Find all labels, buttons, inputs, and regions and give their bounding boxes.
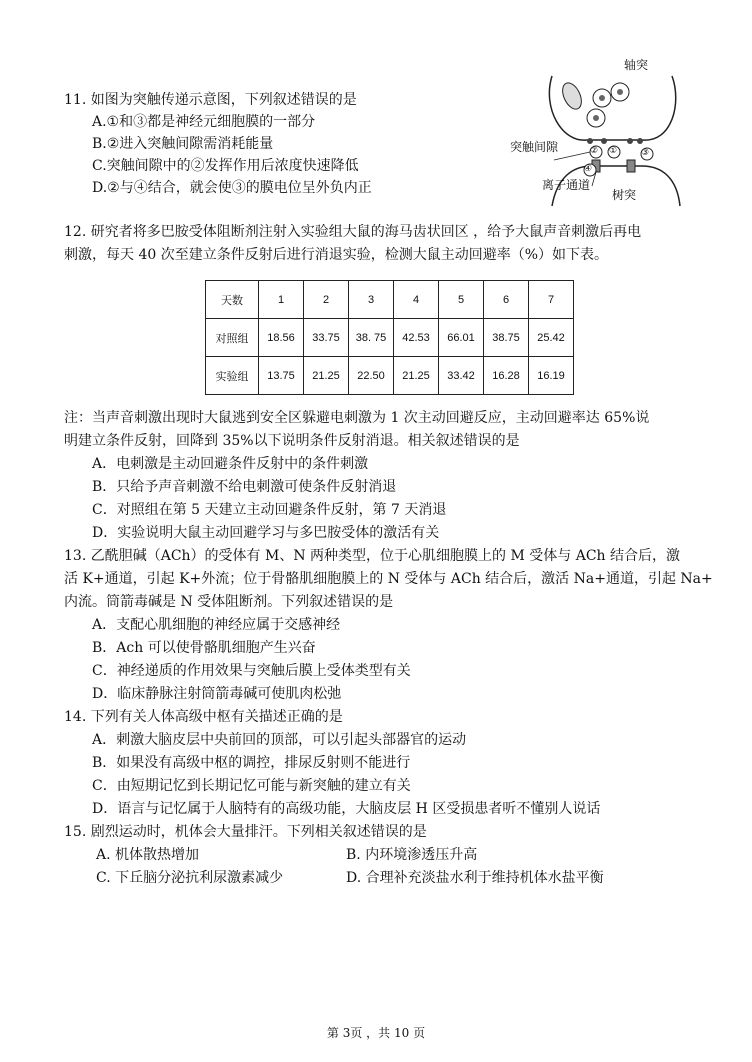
- table-cell: 天数: [206, 281, 259, 319]
- label-num-1: ①: [609, 145, 618, 155]
- q11-option-c: C.突触间隙中的②发挥作用后浓度快速降低: [92, 158, 359, 174]
- table-cell: 7: [529, 281, 574, 319]
- q15-option-a: A. 机体散热增加: [96, 847, 200, 863]
- label-ion-channel: 离子通道: [542, 178, 591, 192]
- table-cell: 21.25: [394, 357, 439, 395]
- avoidance-rate-table: [205, 280, 574, 395]
- q15-option-c: C. 下丘脑分泌抗利尿激素减少: [96, 870, 284, 886]
- q11-option-b: B.②进入突触间隙需消耗能量: [92, 136, 274, 152]
- q11-option-a: A.①和③都是神经元细胞膜的一部分: [92, 114, 316, 130]
- q13-option-c: C．神经递质的作用效果与突触后膜上受体类型有关: [92, 663, 411, 679]
- synapse-diagram: [510, 48, 692, 208]
- label-axon: 轴突: [624, 58, 649, 72]
- q12-option-d: D．实验说明大鼠主动回避学习与多巴胺受体的激活有关: [92, 525, 440, 541]
- table-cell: 1: [259, 281, 304, 319]
- label-dendrite: 树突: [612, 188, 637, 202]
- q13-stem-line2: 活 K+通道，引起 K+外流；位于骨骼肌细胞膜上的 N 受体与 ACh 结合后，激活 Na+通道，引起 Na+: [64, 571, 713, 587]
- q12-stem-line2: 刺激，每天 40 次至建立条件反射后进行消退实验，检测大鼠主动回避率（%）如下表。: [64, 247, 609, 263]
- q13-stem-line3: 内流。筒箭毒碱是 N 受体阻断剂。下列叙述错误的是: [64, 594, 394, 610]
- q12-option-b: B．只给予声音刺激不给电刺激可使条件反射消退: [92, 479, 397, 495]
- q13-stem-line1: 13. 乙酰胆碱（ACh）的受体有 M、N 两种类型，位于心肌细胞膜上的 M 受体与 ACh 结合后，激: [64, 548, 681, 564]
- q13-option-b: B．Ach 可以使骨骼肌细胞产生兴奋: [92, 640, 316, 656]
- table-cell: 21.25: [304, 357, 349, 395]
- q15-option-b: B. 内环境渗透压升高: [346, 847, 478, 863]
- table-cell: 3: [349, 281, 394, 319]
- table-cell: 33.42: [439, 357, 484, 395]
- table-cell: 实验组: [206, 357, 259, 395]
- q11-stem: 11. 如图为突触传递示意图，下列叙述错误的是: [64, 92, 357, 108]
- label-num-2: ②: [590, 145, 599, 155]
- label-synaptic-cleft: 突触间隙: [510, 140, 559, 154]
- q14-stem: 14. 下列有关人体高级中枢有关描述正确的是: [64, 709, 343, 725]
- q12-stem-line1: 12. 研究者将多巴胺受体阻断剂注射入实验组大鼠的海马齿状回区 ，给予大鼠声音刺激后再电: [64, 224, 642, 240]
- table-cell: 66.01: [439, 319, 484, 357]
- table-cell: 6: [484, 281, 529, 319]
- table-header-row: [206, 281, 574, 319]
- q15-stem: 15. 剧烈运动时，机体会大量排汗。下列相关叙述错误的是: [64, 824, 427, 840]
- table-row: [206, 357, 574, 395]
- table-cell: 22.50: [349, 357, 394, 395]
- table-cell: 13.75: [259, 357, 304, 395]
- q11-option-d: D.②与④结合，就会使③的膜电位呈外负内正: [92, 180, 372, 196]
- q14-option-b: B．如果没有高级中枢的调控，排尿反射则不能进行: [92, 755, 411, 771]
- q14-option-d: D．语言与记忆属于人脑特有的高级功能，大脑皮层 H 区受损患者听不懂别人说话: [92, 801, 601, 817]
- q12-note-line2: 明建立条件反射，回降到 35%以下说明条件反射消退。相关叙述错误的是: [64, 433, 520, 449]
- q12-note-line1: 注：当声音刺激出现时大鼠逃到安全区躲避电刺激为 1 次主动回避反应，主动回避率达 65%说: [64, 410, 650, 426]
- table-cell: 38. 75: [349, 319, 394, 357]
- table-cell: 16.28: [484, 357, 529, 395]
- table-cell: 对照组: [206, 319, 259, 357]
- table-cell: 25.42: [529, 319, 574, 357]
- label-num-4: ④: [584, 163, 593, 173]
- table-cell: 38.75: [484, 319, 529, 357]
- table-cell: 42.53: [394, 319, 439, 357]
- q14-option-a: A．刺激大脑皮层中央前回的顶部，可以引起头部器官的运动: [92, 732, 467, 748]
- table-cell: 5: [439, 281, 484, 319]
- q13-option-a: A．支配心肌细胞的神经应属于交感神经: [92, 617, 341, 633]
- table-cell: 4: [394, 281, 439, 319]
- q12-option-a: A．电刺激是主动回避条件反射中的条件刺激: [92, 456, 369, 472]
- table-cell: 18.56: [259, 319, 304, 357]
- table-cell: 33.75: [304, 319, 349, 357]
- q15-option-d: D. 合理补充淡盐水利于维持机体水盐平衡: [346, 870, 604, 886]
- q14-option-c: C．由短期记忆到长期记忆可能与新突触的建立有关: [92, 778, 411, 794]
- q12-option-c: C．对照组在第 5 天建立主动回避条件反射，第 7 天消退: [92, 502, 447, 518]
- q13-option-d: D．临床静脉注射筒箭毒碱可使肌肉松弛: [92, 686, 342, 702]
- label-num-3: ③: [641, 147, 650, 157]
- table-row: [206, 319, 574, 357]
- table-cell: 16.19: [529, 357, 574, 395]
- table-cell: 2: [304, 281, 349, 319]
- page-number: 第 3页 ，共 10 页: [326, 1026, 426, 1040]
